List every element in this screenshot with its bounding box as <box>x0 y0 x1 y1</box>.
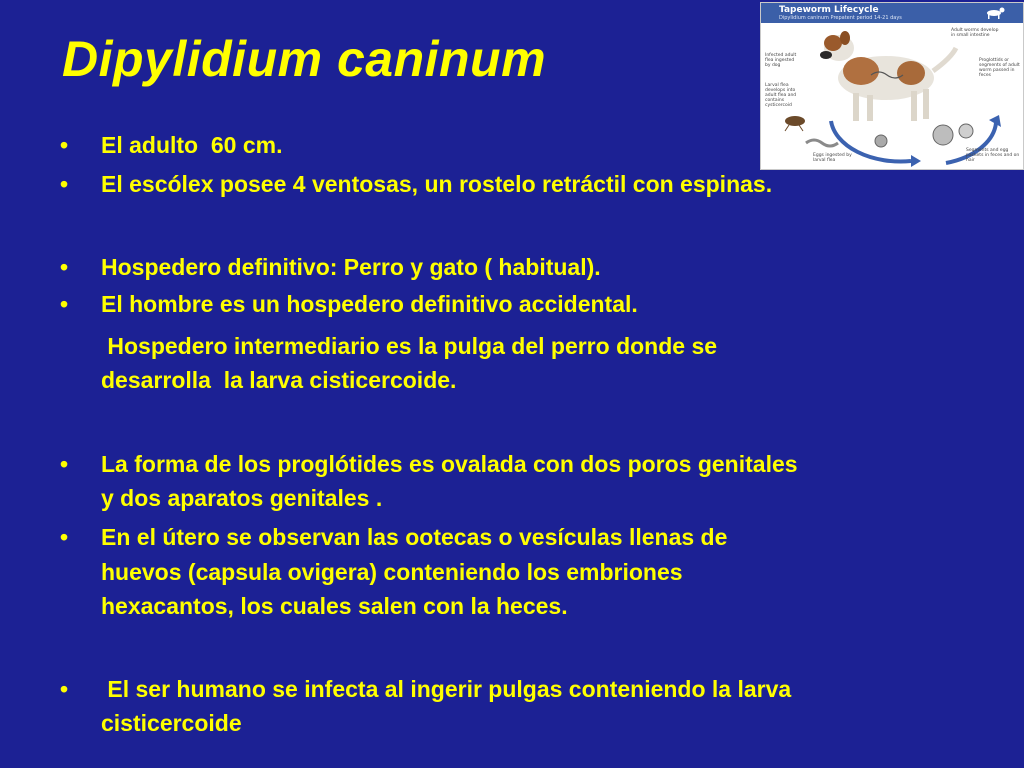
continuation-text: y dos aparatos genitales . <box>101 485 383 511</box>
egg-packet-icon <box>875 124 973 147</box>
continuation-text: desarrolla la larva cisticercoide. <box>101 367 457 393</box>
figure-label: Eggs ingested by larval flea <box>813 153 852 163</box>
flea-icon <box>785 116 805 131</box>
figure-label: Proglottids or segments of adult worm passed in feces <box>979 58 1020 78</box>
figure-title: Tapeworm Lifecycle <box>779 5 879 15</box>
bullet-text: El escólex posee 4 ventosas, un rostelo retráctil con espinas. <box>101 171 773 197</box>
bullet-marker: • <box>60 524 69 550</box>
bullet-text: El hombre es un hospedero definitivo accidental. <box>101 291 638 317</box>
tapeworm-lifecycle-figure <box>760 2 1024 170</box>
larva-icon <box>806 140 838 146</box>
bullet-text: El adulto 60 cm. <box>101 132 283 158</box>
continuation-text: Hospedero intermediario es la pulga del perro donde se <box>101 333 718 359</box>
bullet-marker: • <box>60 451 69 477</box>
bullet-text: El ser humano se infecta al ingerir pulgas conteniendo la larva <box>101 676 792 702</box>
bullet-marker: • <box>60 171 69 197</box>
continuation-text: hexacantos, los cuales salen con la heces. <box>101 593 568 619</box>
dog-header-icon <box>987 8 1005 20</box>
bullet-marker: • <box>60 676 69 702</box>
slide-title: Dipylidium caninum <box>62 31 547 87</box>
figure-label: Segments and egg packets in feces and on hair <box>966 148 1020 163</box>
bullet-text: En el útero se observan las ootecas o vesículas llenas de <box>101 524 728 550</box>
bullet-marker: • <box>60 291 69 317</box>
figure-label: Infected adult flea ingested by dog <box>765 53 797 68</box>
bullet-text: La forma de los proglótides es ovalada con dos poros genitales <box>101 451 798 477</box>
dog-illustration <box>820 31 956 121</box>
continuation-text: huevos (capsula ovigera) conteniendo los embriones <box>101 559 683 585</box>
figure-label: Larval flea develops into adult flea and contains cysticercoid <box>765 83 797 108</box>
figure-subtitle: Dipylidium caninum Prepatent period 14-21 days <box>779 15 902 21</box>
continuation-text: cisticercoide <box>101 710 242 736</box>
bullet-marker: • <box>60 132 69 158</box>
bullet-text: Hospedero definitivo: Perro y gato ( habitual). <box>101 254 601 280</box>
bullet-marker: • <box>60 254 69 280</box>
figure-label: Adult worms develop in small intestine <box>951 28 999 38</box>
